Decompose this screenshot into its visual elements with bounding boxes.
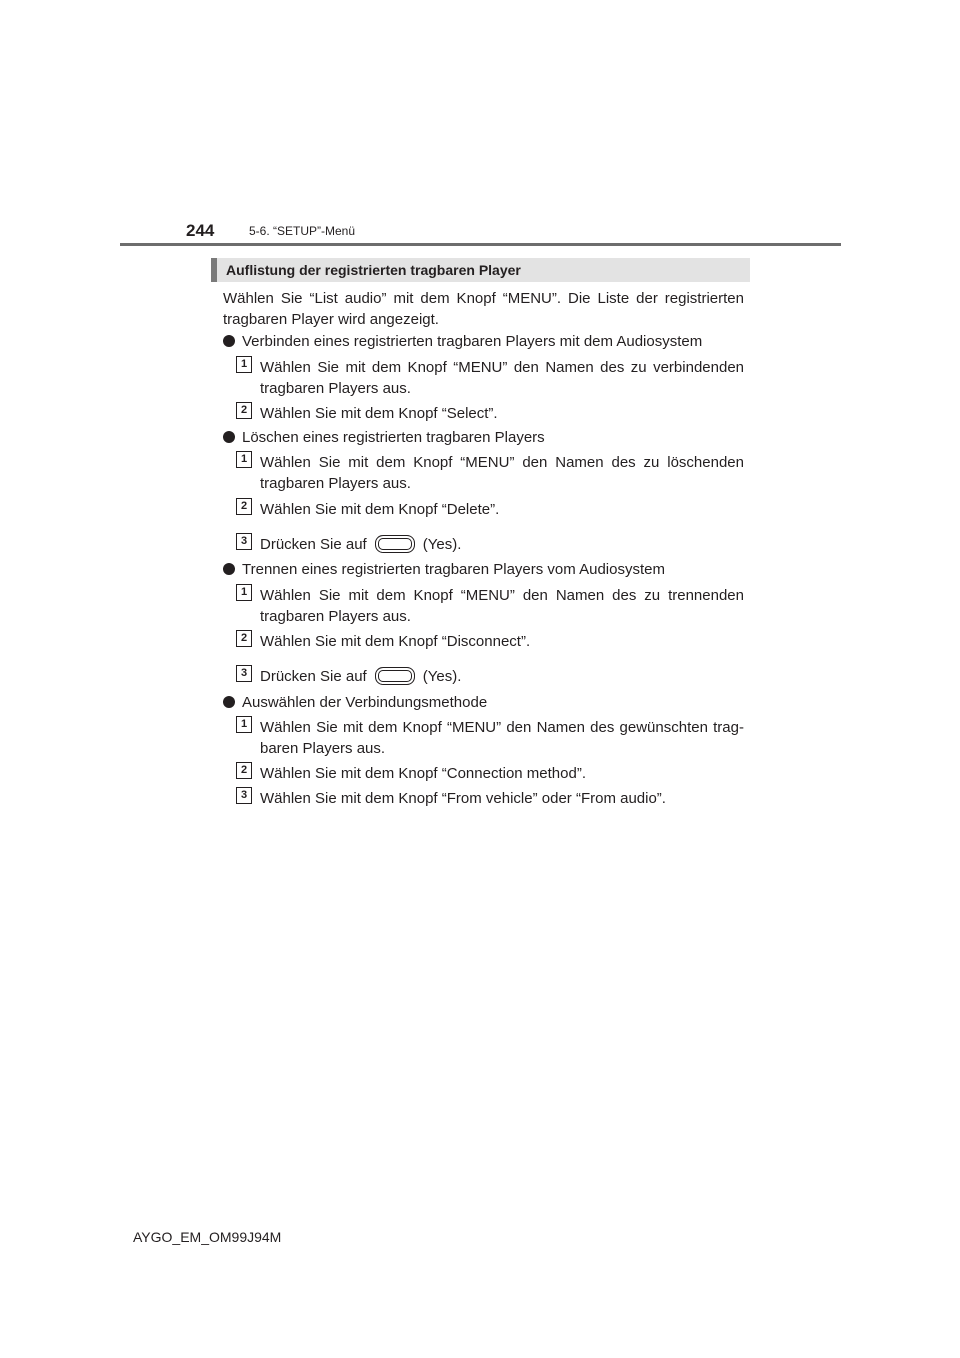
step-text: Wählen Sie mit dem Knopf “Disconnect”. (260, 633, 531, 650)
bullet-delete (223, 427, 545, 448)
step-number: 1 (236, 356, 252, 373)
step (236, 631, 744, 652)
step (236, 357, 744, 399)
step (236, 788, 744, 809)
step-number: 2 (236, 402, 252, 419)
step-text: Wählen Sie mit dem Knopf “From vehicle” oder “From audio”. (260, 790, 666, 807)
bullet-connect (223, 331, 702, 352)
step-number: 3 (236, 665, 252, 682)
step-number: 3 (236, 787, 252, 804)
page-number: 244 (186, 221, 215, 240)
step-number: 1 (236, 584, 252, 601)
step-number: 1 (236, 716, 252, 733)
step-text: Wählen Sie mit dem Knopf “Select”. (260, 405, 498, 422)
footer-code: AYGO_EM_OM99J94M (133, 1229, 282, 1245)
step (236, 763, 744, 784)
header-rule (120, 243, 841, 246)
step-text: Wählen Sie mit dem Knopf “Connection method”. (260, 765, 586, 782)
bullet-label: Verbinden eines registrierten tragbaren Players mit dem Audiosystem (242, 333, 703, 350)
step-number: 3 (236, 533, 252, 550)
step-text: (Yes). (422, 668, 462, 685)
step-number: 1 (236, 451, 252, 468)
step-text: Wählen Sie mit dem Knopf “MENU” den Namen des zu trennenden tragbaren Players aus. (260, 587, 744, 625)
intro-paragraph: Wählen Sie “List audio” mit dem Knopf “MENU”. Die Liste der registrierten tragbaren Player wird angezeigt. (223, 290, 744, 328)
step-text: Wählen Sie mit dem Knopf “MENU” den Namen des zu löschenden tragbaren Players aus. (260, 454, 744, 492)
bullet-icon (223, 431, 235, 443)
bullet-connection-method (223, 692, 487, 713)
section-heading (211, 258, 750, 282)
step (236, 452, 744, 494)
bullet-icon (223, 335, 235, 347)
bullet-label: Löschen eines registrierten tragbaren Players (242, 429, 545, 446)
step-text: Wählen Sie mit dem Knopf “MENU” den Namen des gewünschten trag-baren Players aus. (260, 719, 744, 757)
step-number: 2 (236, 630, 252, 647)
step-number: 2 (236, 498, 252, 515)
section-title: 5-6. “SETUP”-Menü (249, 224, 356, 238)
step (236, 585, 744, 627)
step-text: Wählen Sie mit dem Knopf “Delete”. (260, 501, 500, 518)
step (236, 403, 744, 424)
heading-text: Auflistung der registrierten tragbaren Player (226, 262, 521, 278)
step-text: (Yes). (422, 536, 462, 553)
bullet-icon (223, 563, 235, 575)
bullet-label: Trennen eines registrierten tragbaren Players vom Audiosystem (242, 561, 665, 578)
step (236, 499, 744, 520)
step (236, 534, 744, 555)
yes-button-icon (375, 535, 415, 553)
bullet-icon (223, 696, 235, 708)
bullet-disconnect (223, 559, 665, 580)
bullet-label: Auswählen der Verbindungsmethode (242, 694, 488, 711)
yes-button-icon (375, 667, 415, 685)
step (236, 717, 744, 759)
step-text: Drücken Sie auf (260, 668, 367, 685)
step-text: Wählen Sie mit dem Knopf “MENU” den Namen des zu verbindenden tragbaren Players aus. (260, 359, 744, 397)
step-number: 2 (236, 762, 252, 779)
step (236, 666, 744, 687)
step-text: Drücken Sie auf (260, 536, 367, 553)
